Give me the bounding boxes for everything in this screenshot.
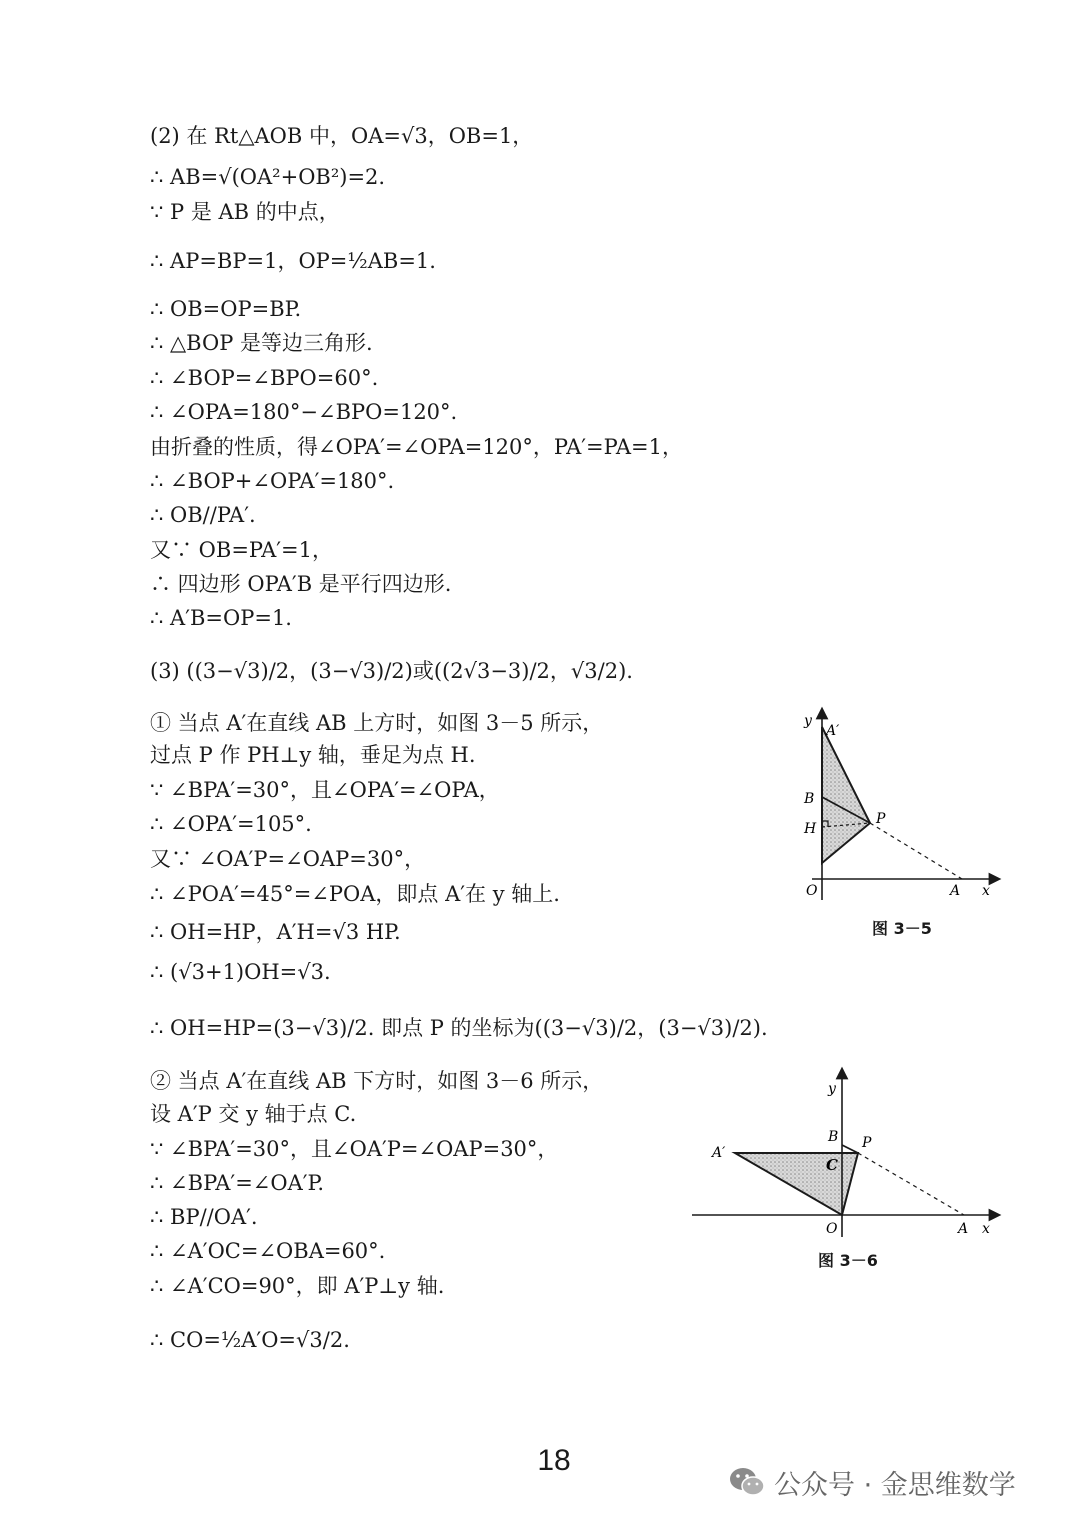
label-c: C xyxy=(826,1156,838,1174)
label-b: B xyxy=(828,1129,839,1145)
text-line: ∵ ∠BPA′=30°，且∠OPA′=∠OPA， xyxy=(150,778,500,802)
text-line: 过点 P 作 PH⊥y 轴，垂足为点 H. xyxy=(150,743,476,767)
label-y: y xyxy=(804,713,812,729)
text-line: ∴ ∠A′OC=∠OBA=60°. xyxy=(150,1239,386,1263)
text-line: ∴ ∠OPA=180°−∠BPO=120°. xyxy=(150,400,458,424)
label-b: B xyxy=(804,791,815,807)
figure-3-6 xyxy=(690,1065,1010,1245)
text-line: 设 A′P 交 y 轴于点 C. xyxy=(150,1102,357,1126)
text-line: ∴ OB=OP=BP. xyxy=(150,297,302,321)
text-line: 又∵ OB=PA′=1， xyxy=(150,538,334,562)
watermark-text: 公众号 · 金思维数学 xyxy=(774,1469,1016,1501)
text-line: ∴ (√3+1)OH=√3. xyxy=(150,960,331,984)
text-line: ∴ AB=√(OA²+OB²)=2. xyxy=(150,165,386,189)
label-x: x xyxy=(982,1221,990,1237)
text-line: ∵ ∠BPA′=30°，且∠OA′P=∠OAP=30°， xyxy=(150,1137,559,1161)
text-line: 由折叠的性质，得∠OPA′=∠OPA=120°，PA′=PA=1， xyxy=(150,435,683,459)
label-a: A xyxy=(958,1221,969,1237)
text-line: ∴ ∠POA′=45°=∠POA，即点 A′在 y 轴上. xyxy=(150,882,560,906)
segment-pa xyxy=(858,1153,964,1215)
text-line: ∴ OH=HP=(3−√3)/2. 即点 P 的坐标为((3−√3)/2，(3−√3)/2). xyxy=(150,1016,768,1040)
page-number: 18 xyxy=(537,1444,571,1477)
label-x: x xyxy=(982,883,990,899)
segment-bp xyxy=(842,1145,858,1153)
text-line: ∴ OH=HP，A′H=√3 HP. xyxy=(150,920,401,944)
text-line: ∴ ∠BPA′=∠OA′P. xyxy=(150,1171,325,1195)
segment-pa xyxy=(870,823,962,879)
folded-triangle xyxy=(735,1153,858,1215)
watermark xyxy=(728,1462,1016,1502)
label-y: y xyxy=(828,1081,836,1097)
text-line: (3) ((3−√3)/2，(3−√3)/2)或((2√3−3)/2，√3/2). xyxy=(150,659,633,683)
wechat-icon xyxy=(728,1465,766,1499)
label-a: A xyxy=(950,883,961,899)
text-line: ∴ A′B=OP=1. xyxy=(150,606,292,630)
text-line: ∴ AP=BP=1，OP=½AB=1. xyxy=(150,249,436,273)
figure-3-5 xyxy=(790,705,1010,905)
text-line: (2) 在 Rt△AOB 中，OA=√3，OB=1， xyxy=(150,124,534,148)
text-line: ∴ ∠BOP=∠BPO=60°. xyxy=(150,366,379,390)
text-line: ∴ CO=½A′O=√3/2. xyxy=(150,1328,350,1352)
label-a-prime: A′ xyxy=(712,1145,726,1161)
label-a-prime: A′ xyxy=(826,723,840,739)
text-line: ∴ ∠OPA′=105°. xyxy=(150,812,312,836)
label-p: P xyxy=(862,1135,872,1151)
text-line: ∴ OB//PA′. xyxy=(150,503,256,527)
label-o: O xyxy=(826,1221,838,1237)
label-h: H xyxy=(804,821,817,837)
text-line: ∴ BP//OA′. xyxy=(150,1205,258,1229)
text-line: ∴ 四边形 OPA′B 是平行四边形. xyxy=(150,572,452,596)
label-p: P xyxy=(876,811,886,827)
figure-3-6-caption: 图 3－6 xyxy=(818,1251,878,1270)
text-line: ② 当点 A′在直线 AB 下方时，如图 3－6 所示， xyxy=(150,1069,604,1093)
folded-triangle xyxy=(822,727,870,863)
text-line: ① 当点 A′在直线 AB 上方时，如图 3－5 所示， xyxy=(150,711,604,735)
text-line: ∵ P 是 AB 的中点， xyxy=(150,200,340,224)
text-line: ∴ △BOP 是等边三角形. xyxy=(150,331,373,355)
text-line: ∴ ∠BOP+∠OPA′=180°. xyxy=(150,469,395,493)
text-line: 又∵ ∠OA′P=∠OAP=30°， xyxy=(150,847,426,871)
figure-3-5-caption: 图 3－5 xyxy=(872,919,932,938)
text-line: ∴ ∠A′CO=90°，即 A′P⊥y 轴. xyxy=(150,1274,445,1298)
label-o: O xyxy=(806,883,818,899)
